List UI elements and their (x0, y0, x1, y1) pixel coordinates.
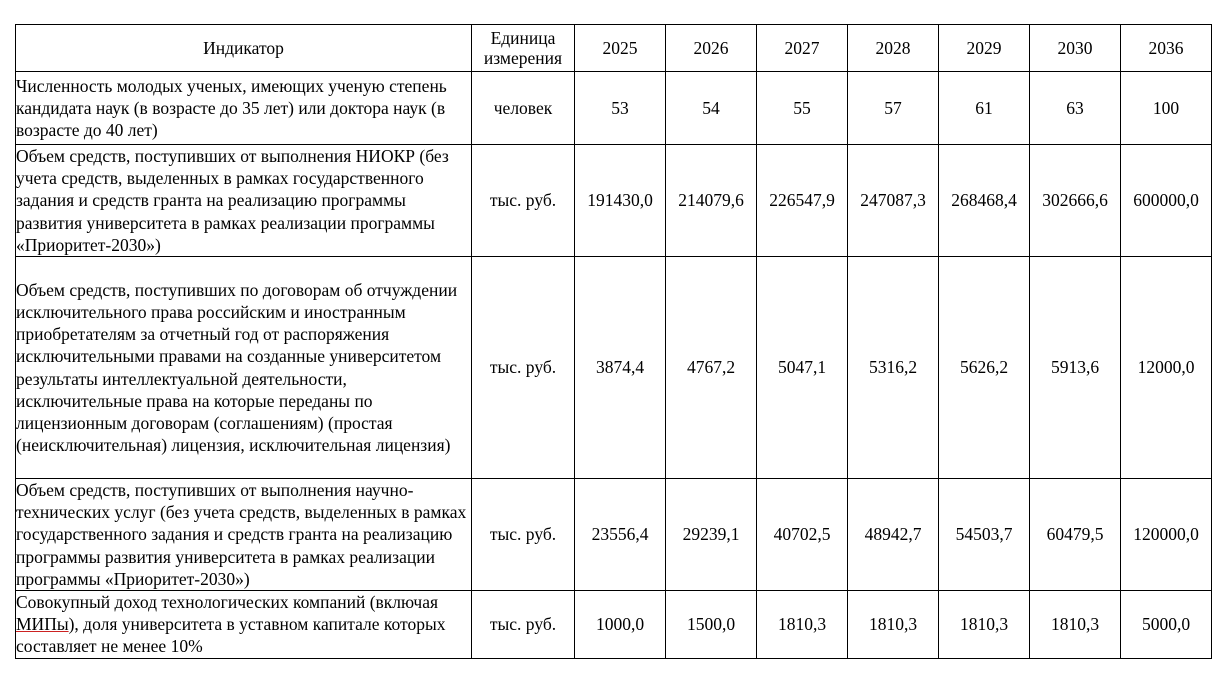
value-cell: 54503,7 (939, 479, 1030, 591)
value-cell: 53 (575, 72, 666, 145)
value-cell: 12000,0 (1121, 257, 1212, 479)
value-cell: 54 (666, 72, 757, 145)
indicator-unit: человек (472, 72, 575, 145)
table-header-row (16, 25, 1212, 72)
value-cell: 61 (939, 72, 1030, 145)
indicator-unit: тыс. руб. (472, 257, 575, 479)
value-cell: 120000,0 (1121, 479, 1212, 591)
value-cell: 23556,4 (575, 479, 666, 591)
value-cell: 247087,3 (848, 145, 939, 257)
value-cell: 1810,3 (939, 591, 1030, 659)
indicator-name-mip: МИПы (16, 614, 69, 635)
value-cell: 1000,0 (575, 591, 666, 659)
indicator-name: Объем средств, поступивших от выполнения НИОКР (без учета средств, выделенных в рамках государственного задания и средств гранта на реализацию программы развития университета в рамках реализации программы «Приоритет-2030») (16, 145, 472, 257)
value-cell: 214079,6 (666, 145, 757, 257)
value-cell: 5316,2 (848, 257, 939, 479)
value-cell: 1810,3 (1030, 591, 1121, 659)
header-year: 2036 (1121, 25, 1212, 72)
value-cell: 3874,4 (575, 257, 666, 479)
value-cell: 302666,6 (1030, 145, 1121, 257)
header-indicator: Индикатор (16, 25, 472, 72)
indicator-name: Численность молодых ученых, имеющих ученую степень кандидата наук (в возрасте до 35 лет) или доктора наук (в возрасте до 40 лет) (16, 72, 472, 145)
header-year: 2026 (666, 25, 757, 72)
value-cell: 5047,1 (757, 257, 848, 479)
indicator-name-part1: Совокупный доход технологических компаний (включая (16, 592, 439, 613)
value-cell: 40702,5 (757, 479, 848, 591)
header-unit-line2: измерения (483, 48, 563, 68)
value-cell: 600000,0 (1121, 145, 1212, 257)
value-cell: 55 (757, 72, 848, 145)
table-row (16, 591, 1212, 659)
value-cell: 48942,7 (848, 479, 939, 591)
value-cell: 57 (848, 72, 939, 145)
header-year: 2030 (1030, 25, 1121, 72)
indicator-name: Объем средств, поступивших по договорам об отчуждении исключительного права российским и иностранным приобретателям за отчетный год от распоряжения исключительными правами на созданные университетом результаты интеллектуальной деятельности, исключительные права на которые переданы по лицензионным договорам (соглашениям) (простая (неисключительная) лицензия, исключительная лицензия) (16, 257, 472, 479)
header-unit (472, 25, 575, 72)
value-cell: 5913,6 (1030, 257, 1121, 479)
value-cell: 60479,5 (1030, 479, 1121, 591)
value-cell: 191430,0 (575, 145, 666, 257)
indicator-unit: тыс. руб. (472, 145, 575, 257)
indicators-table (15, 24, 1212, 659)
indicator-name (16, 591, 472, 659)
header-year: 2028 (848, 25, 939, 72)
indicator-name: Объем средств, поступивших от выполнения научно-технических услуг (без учета средств, выделенных в рамках государственного задания и средств гранта на реализацию программы развития университета в рамках реализации программы «Приоритет-2030») (16, 479, 472, 591)
header-year: 2025 (575, 25, 666, 72)
indicator-unit: тыс. руб. (472, 591, 575, 659)
value-cell: 226547,9 (757, 145, 848, 257)
header-year: 2029 (939, 25, 1030, 72)
table-row (16, 479, 1212, 591)
value-cell: 5000,0 (1121, 591, 1212, 659)
table-row (16, 72, 1212, 145)
indicator-unit: тыс. руб. (472, 479, 575, 591)
value-cell: 1810,3 (848, 591, 939, 659)
value-cell: 63 (1030, 72, 1121, 145)
value-cell: 5626,2 (939, 257, 1030, 479)
value-cell: 1810,3 (757, 591, 848, 659)
header-unit-line1: Единица (490, 28, 556, 48)
value-cell: 268468,4 (939, 145, 1030, 257)
table-row (16, 257, 1212, 479)
table-row (16, 145, 1212, 257)
value-cell: 100 (1121, 72, 1212, 145)
value-cell: 4767,2 (666, 257, 757, 479)
header-year: 2027 (757, 25, 848, 72)
indicator-name-part2: ), доля университета в уставном капитале которых составляет не менее 10% (16, 614, 446, 657)
value-cell: 1500,0 (666, 591, 757, 659)
value-cell: 29239,1 (666, 479, 757, 591)
